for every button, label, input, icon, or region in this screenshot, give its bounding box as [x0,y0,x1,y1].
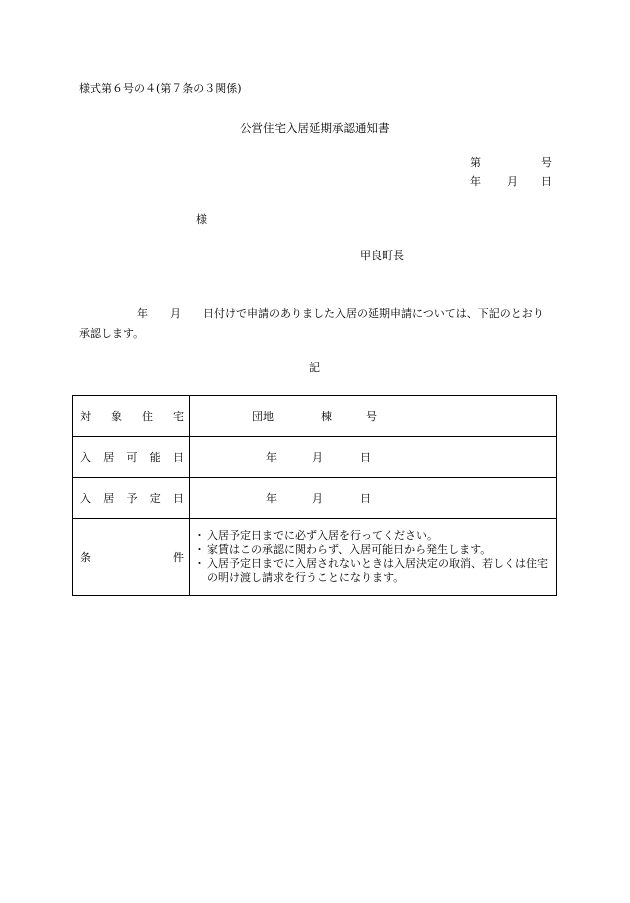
unit-label: 号 [366,410,377,423]
condition-item: ・ 家賃はこの承認に関わらず、入居可能日から発生します。 [197,543,552,557]
condition-item: ・ 入居予定日までに必ず入居を行ってください。 [197,529,552,543]
label-char: 予 [126,492,138,505]
label-char: 能 [149,451,161,464]
label-char: 日 [173,492,184,505]
available-date-value [190,437,557,478]
label-char: 可 [126,451,138,464]
label-char: 象 [111,410,122,423]
date-month: 月 [507,175,518,188]
date-day: 日 [541,175,552,188]
details-table [72,395,557,596]
date-year: 年 [470,175,481,188]
addressee-honorific: 様 [196,213,207,226]
label-char: 件 [173,551,184,564]
table-row [73,478,557,519]
issuer-name: 甲良町長 [360,249,404,262]
label-char: 条 [80,551,91,564]
year-label: 年 [266,451,277,464]
label-char: 入 [80,451,91,464]
scheduled-date-value [190,478,557,519]
danchi-label: 団地 [252,410,274,423]
conditions-value [190,519,557,596]
building-label: 棟 [321,410,332,423]
label-char: 日 [173,451,184,464]
number-suffix: 号 [541,156,552,169]
label-char: 定 [149,492,161,505]
label-char: 居 [103,492,115,505]
form-number: 様式第６号の４(第７条の３関係) [79,82,242,95]
row-label-scheduled-date [73,478,190,519]
table-row [73,437,557,478]
row-label-available-date [73,437,190,478]
day-label: 日 [360,451,371,464]
table-row [73,519,557,596]
target-housing-value [190,396,557,437]
year-label: 年 [266,492,277,505]
body-paragraph: 年 月 日付けで申請のありました入居の延期申請については、下記のとおり承認します。 [79,307,544,340]
label-char: 住 [142,410,153,423]
ki-heading: 記 [309,361,320,374]
label-char: 対 [80,410,91,423]
label-char: 居 [103,451,115,464]
label-char: 宅 [173,410,184,423]
conditions-list [190,525,556,589]
number-prefix: 第 [470,156,481,169]
month-label: 月 [312,451,323,464]
month-label: 月 [312,492,323,505]
condition-item: ・ 入居予定日までに入居されないときは入居決定の取消、若しくは住宅の明け渡し請求を行うことになります。 [197,557,552,585]
row-label-target-housing [73,396,190,437]
row-label-conditions [73,519,190,596]
table-row [73,396,557,437]
label-char: 入 [80,492,91,505]
document-title: 公営住宅入居延期承認通知書 [240,121,390,135]
day-label: 日 [360,492,371,505]
